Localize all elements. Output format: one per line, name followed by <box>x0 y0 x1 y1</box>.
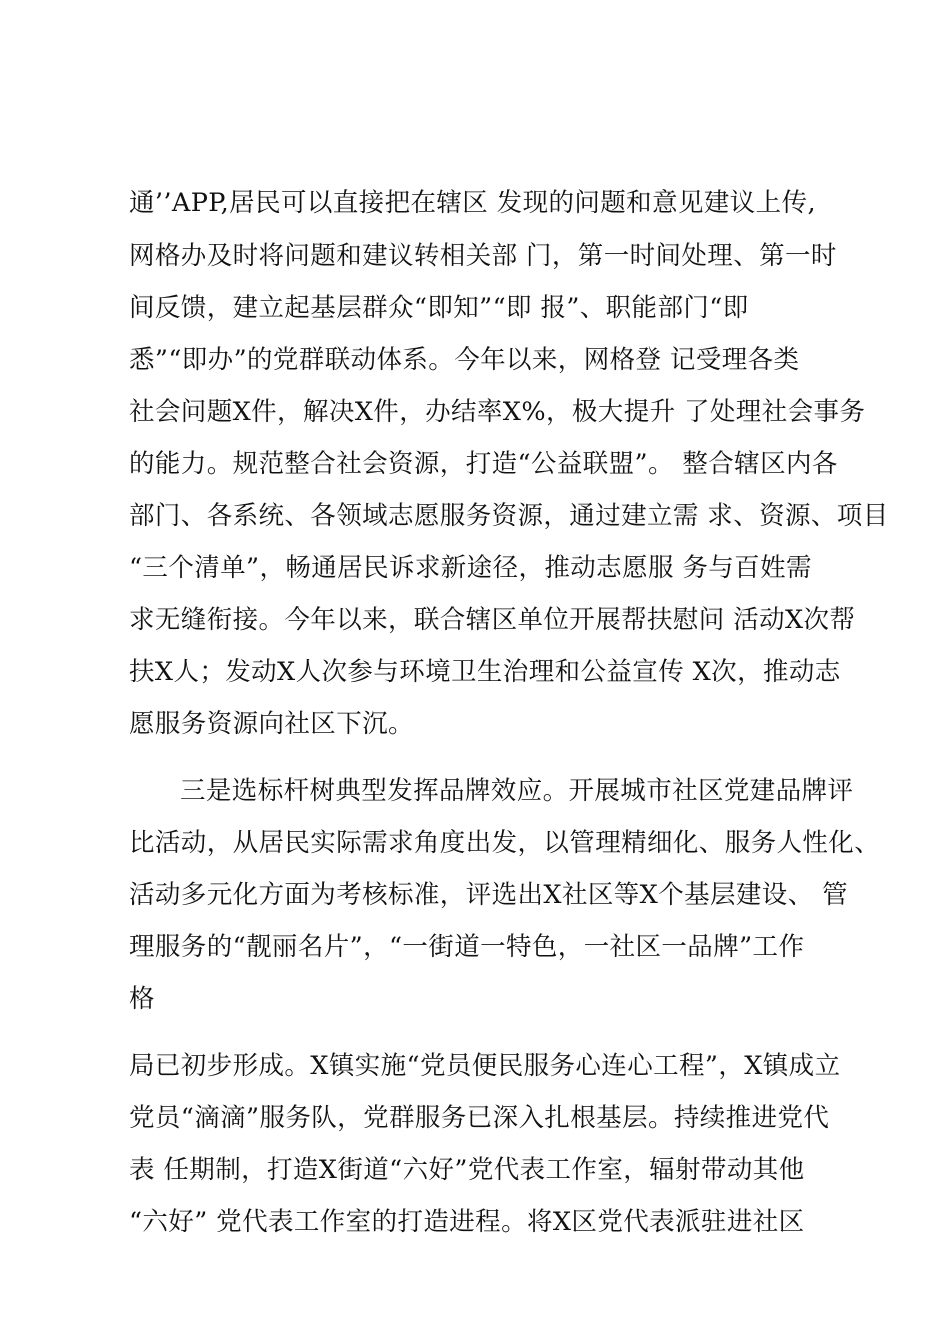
paragraph-line: 的能力。规范整合社会资源，打造“公益联盟”。 整合辖区内各 <box>129 449 838 479</box>
paragraph-line: 通’’APP,居民可以直接把在辖区 发现的问题和意见建议上传, <box>129 188 816 218</box>
paragraph-line: 党员“滴滴”服务队，党群服务已深入扎根基层。持续推进党代 <box>129 1103 830 1133</box>
paragraph-line: 比活动，从居民实际需求角度出发，以管理精细化、服务人性化、 <box>129 828 881 858</box>
paragraph-line: 求无缝衔接。今年以来，联合辖区单位开展帮扶慰问 活动X次帮 <box>129 605 856 635</box>
paragraph-line: “六好” 党代表工作室的打造进程。将X区党代表派驻进社区 <box>129 1207 805 1237</box>
paragraph-line: 格 <box>129 984 155 1014</box>
paragraph-line: 社会问题X件，解决X件，办结率X%，极大提升 了处理社会事务 <box>129 397 866 427</box>
paragraph-line: 活动多元化方面为考核标准，评选出X社区等X个基层建设、 管 <box>129 880 849 910</box>
paragraph-line: 局已初步形成。X镇实施“党员便民服务心连心工程”，X镇成立 <box>129 1051 841 1081</box>
paragraph-line: 理服务的“靓丽名片”，“一街道一特色，一社区一品牌”工作 <box>129 932 805 962</box>
paragraph-line: 表 任期制，打造X街道“六好”党代表工作室，辐射带动其他 <box>129 1155 805 1185</box>
paragraph-line: 三是选标杆树典型发挥品牌效应。开展城市社区党建品牌评 <box>180 776 854 806</box>
paragraph-line: 扶X人；发动X人次参与环境卫生治理和公益宣传 X次，推动志 <box>129 657 841 687</box>
paragraph-line: 愿服务资源向社区下沉。 <box>129 709 414 739</box>
paragraph-line: 悉”“即办”的党群联动体系。今年以来，网格登 记受理各类 <box>129 345 800 375</box>
paragraph-line: 网格办及时将问题和建议转相关部 门，第一时间处理、第一时 <box>129 241 837 271</box>
paragraph-line: “三个清单”，畅通居民诉求新途径，推动志愿服 务与百姓需 <box>129 553 812 583</box>
paragraph-line: 部门、各系统、各领域志愿服务资源，通过建立需 求、资源、项目 <box>129 501 889 531</box>
paragraph-line: 间反馈，建立起基层群众“即知”“即 报”、职能部门“即 <box>129 293 749 323</box>
